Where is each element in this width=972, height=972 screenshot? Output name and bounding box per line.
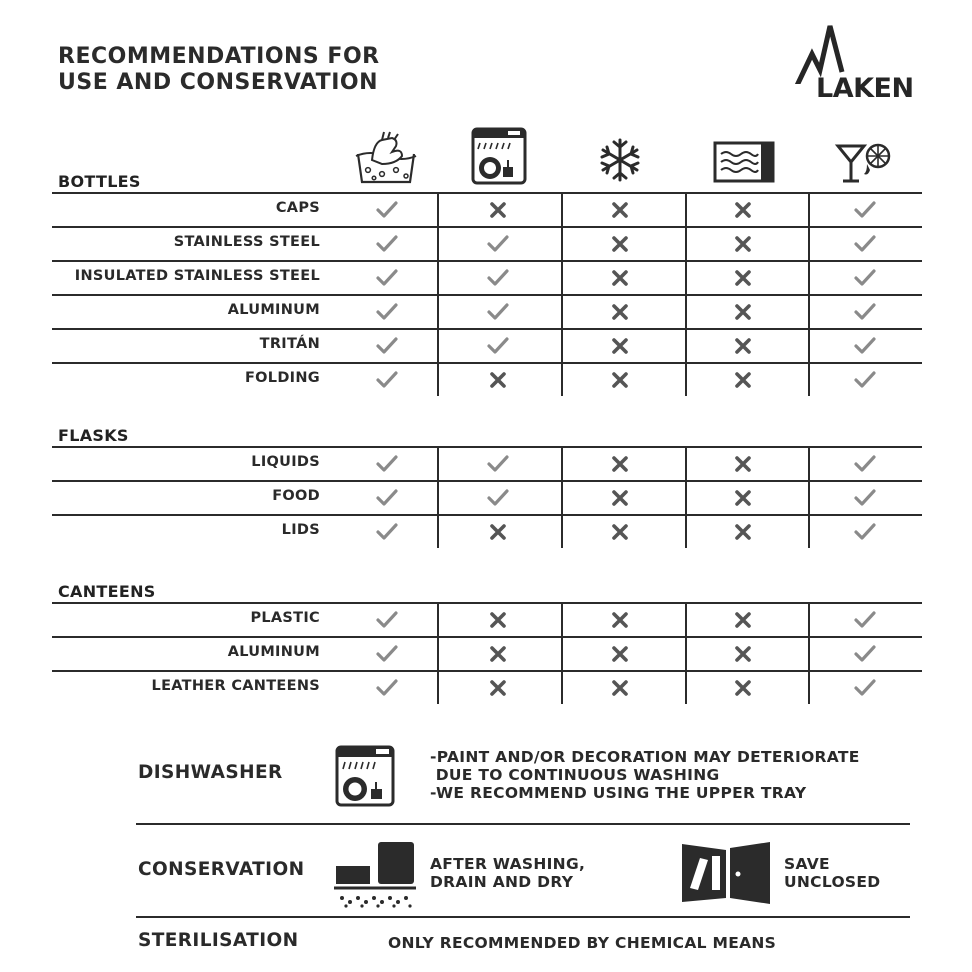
row-label: ALUMINUM bbox=[227, 302, 320, 318]
column-divider bbox=[561, 602, 563, 704]
dishwasher-note-line-1: -PAINT AND/OR DECORATION MAY DETERIORATE bbox=[430, 748, 860, 766]
cross-icon bbox=[608, 336, 632, 356]
row-divider bbox=[52, 670, 922, 672]
column-divider bbox=[437, 602, 439, 704]
cross-icon bbox=[486, 610, 510, 630]
row-divider bbox=[52, 260, 922, 262]
cross-icon bbox=[731, 522, 755, 542]
row-label: PLASTIC bbox=[250, 610, 320, 626]
cross-icon bbox=[731, 644, 755, 664]
save-unclosed-line-1: SAVE bbox=[784, 855, 830, 873]
dishwasher-label: DISHWASHER bbox=[138, 762, 283, 783]
cross-icon bbox=[486, 370, 510, 390]
drain-dry-icon bbox=[332, 840, 418, 914]
check-icon bbox=[486, 234, 510, 254]
cross-icon bbox=[608, 302, 632, 322]
row-divider bbox=[52, 602, 922, 604]
column-divider bbox=[561, 446, 563, 548]
title-line-1: RECOMMENDATIONS FOR bbox=[58, 44, 380, 69]
row-divider bbox=[52, 294, 922, 296]
check-icon bbox=[375, 454, 399, 474]
cross-icon bbox=[608, 610, 632, 630]
row-label: LIQUIDS bbox=[251, 454, 320, 470]
column-divider bbox=[685, 446, 687, 548]
column-divider bbox=[437, 192, 439, 396]
row-divider bbox=[52, 446, 922, 448]
check-icon bbox=[375, 302, 399, 322]
check-icon bbox=[375, 678, 399, 698]
laken-logo bbox=[790, 24, 915, 104]
column-divider bbox=[685, 192, 687, 396]
freezer-icon bbox=[590, 130, 660, 190]
row-divider bbox=[52, 480, 922, 482]
cross-icon bbox=[486, 200, 510, 220]
check-icon bbox=[853, 522, 877, 542]
row-label: LIDS bbox=[281, 522, 320, 538]
check-icon bbox=[486, 268, 510, 288]
cross-icon bbox=[608, 234, 632, 254]
section-title: CANTEENS bbox=[58, 582, 156, 601]
row-label: CAPS bbox=[275, 200, 320, 216]
cross-icon bbox=[486, 644, 510, 664]
check-icon bbox=[375, 370, 399, 390]
check-icon bbox=[853, 644, 877, 664]
check-icon bbox=[853, 336, 877, 356]
check-icon bbox=[375, 200, 399, 220]
check-icon bbox=[853, 610, 877, 630]
sterilisation-note: ONLY RECOMMENDED BY CHEMICAL MEANS bbox=[388, 934, 777, 952]
check-icon bbox=[375, 644, 399, 664]
cross-icon bbox=[608, 454, 632, 474]
row-divider bbox=[52, 192, 922, 194]
column-divider bbox=[685, 602, 687, 704]
microwave-icon bbox=[712, 138, 782, 198]
check-icon bbox=[375, 234, 399, 254]
row-label: TRITÁN bbox=[259, 336, 320, 352]
check-icon bbox=[375, 522, 399, 542]
row-label: FOLDING bbox=[244, 370, 320, 386]
cross-icon bbox=[731, 454, 755, 474]
row-label: ALUMINUM bbox=[227, 644, 320, 660]
cross-icon bbox=[608, 522, 632, 542]
drain-dry-line-2: DRAIN AND DRY bbox=[430, 873, 574, 891]
cross-icon bbox=[731, 336, 755, 356]
row-divider bbox=[52, 328, 922, 330]
save-unclosed-line-2: UNCLOSED bbox=[784, 873, 881, 891]
check-icon bbox=[375, 336, 399, 356]
column-divider bbox=[808, 192, 810, 396]
check-icon bbox=[853, 234, 877, 254]
dishwasher-icon-large bbox=[334, 744, 398, 812]
cross-icon bbox=[608, 488, 632, 508]
dishwasher-note-line-2: DUE TO CONTINUOUS WASHING bbox=[430, 766, 720, 784]
section-title: FLASKS bbox=[58, 426, 129, 445]
row-label: FOOD bbox=[272, 488, 320, 504]
hand-wash-icon bbox=[352, 130, 422, 190]
cross-icon bbox=[731, 234, 755, 254]
column-divider bbox=[808, 446, 810, 548]
drain-dry-note bbox=[430, 855, 585, 891]
open-door-icon bbox=[678, 840, 774, 910]
check-icon bbox=[853, 454, 877, 474]
column-divider bbox=[561, 192, 563, 396]
row-label: INSULATED STAINLESS STEEL bbox=[74, 268, 320, 284]
title-line-2: USE AND CONSERVATION bbox=[58, 70, 378, 95]
check-icon bbox=[375, 268, 399, 288]
row-divider bbox=[52, 226, 922, 228]
cross-icon bbox=[731, 370, 755, 390]
check-icon bbox=[375, 488, 399, 508]
cross-icon bbox=[731, 200, 755, 220]
check-icon bbox=[486, 454, 510, 474]
row-divider bbox=[52, 636, 922, 638]
dishwasher-note-line-3: -WE RECOMMEND USING THE UPPER TRAY bbox=[430, 784, 807, 802]
cross-icon bbox=[608, 678, 632, 698]
divider bbox=[136, 916, 910, 918]
cross-icon bbox=[731, 678, 755, 698]
check-icon bbox=[853, 302, 877, 322]
row-divider bbox=[52, 514, 922, 516]
column-divider bbox=[437, 446, 439, 548]
check-icon bbox=[853, 370, 877, 390]
divider bbox=[136, 823, 910, 825]
check-icon bbox=[853, 678, 877, 698]
check-icon bbox=[375, 610, 399, 630]
cross-icon bbox=[608, 644, 632, 664]
row-divider bbox=[52, 362, 922, 364]
brand-name: LAKEN bbox=[816, 73, 914, 104]
row-label: STAINLESS STEEL bbox=[173, 234, 320, 250]
cross-icon bbox=[608, 200, 632, 220]
drain-dry-line-1: AFTER WASHING, bbox=[430, 855, 586, 873]
column-divider bbox=[808, 602, 810, 704]
section-title: BOTTLES bbox=[58, 172, 141, 191]
dishwasher-icon bbox=[468, 126, 538, 186]
cross-icon bbox=[731, 268, 755, 288]
cross-icon bbox=[608, 370, 632, 390]
dishwasher-note bbox=[430, 748, 860, 802]
check-icon bbox=[486, 488, 510, 508]
drinks-icon bbox=[834, 130, 904, 190]
cross-icon bbox=[731, 302, 755, 322]
cross-icon bbox=[608, 268, 632, 288]
check-icon bbox=[853, 200, 877, 220]
page-title bbox=[58, 44, 380, 96]
sterilisation-label: STERILISATION bbox=[138, 930, 299, 951]
cross-icon bbox=[486, 678, 510, 698]
check-icon bbox=[486, 336, 510, 356]
conservation-label: CONSERVATION bbox=[138, 859, 305, 880]
check-icon bbox=[853, 488, 877, 508]
check-icon bbox=[853, 268, 877, 288]
row-label: LEATHER CANTEENS bbox=[151, 678, 320, 694]
cross-icon bbox=[731, 610, 755, 630]
check-icon bbox=[486, 302, 510, 322]
cross-icon bbox=[731, 488, 755, 508]
save-unclosed-note bbox=[784, 855, 880, 891]
cross-icon bbox=[486, 522, 510, 542]
